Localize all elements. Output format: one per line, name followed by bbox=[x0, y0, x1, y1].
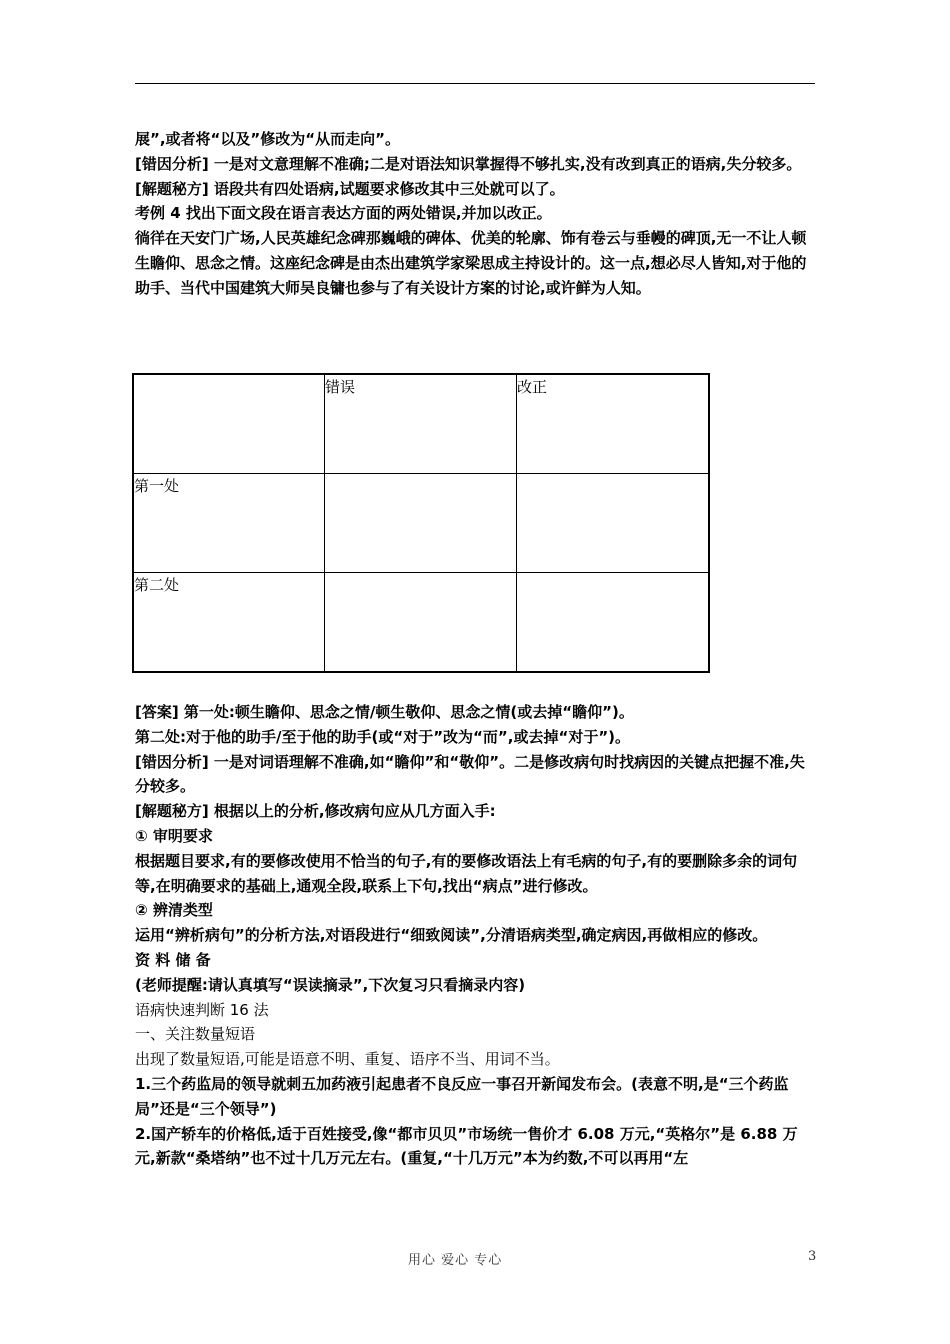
table-cell bbox=[517, 474, 710, 573]
lower-text-block bbox=[135, 700, 817, 1171]
answer-paragraph: [答案] 第一处:顿生瞻仰、思念之情/顿生敬仰、思念之情(或去掉“瞻仰”)。 bbox=[135, 703, 634, 721]
table-row-label: 第一处 bbox=[133, 474, 325, 573]
footer-motto: 用心 爱心 专心 bbox=[408, 1253, 503, 1268]
example-item: 2.国产轿车的价格低,适于百姓接受,像“都市贝贝”市场统一售价才 6.08 万元,“英格尔”是 6.88 万元,新款“桑塔纳”也不过十几万元左右。(重复,“十几万元”本为约数,不可以再用“左 bbox=[135, 1124, 798, 1168]
table-row bbox=[133, 474, 709, 573]
table-row bbox=[133, 573, 709, 673]
table-header-correction: 改正 bbox=[517, 374, 710, 474]
section-heading: 资 料 储 备 bbox=[135, 950, 211, 969]
header-rule bbox=[135, 83, 815, 84]
table-row bbox=[133, 374, 709, 474]
solution-tip-paragraph: [解题秘方] 根据以上的分析,修改病句应从几方面入手: bbox=[135, 802, 496, 821]
paragraph: 出现了数量短语,可能是语意不明、重复、语序不当、用词不当。 bbox=[135, 1050, 560, 1069]
subheading: 一、关注数量短语 bbox=[135, 1025, 256, 1044]
error-analysis-paragraph: [错因分析] 一是对文意理解不准确;二是对语法知识掌握得不够扎实,没有改到真正的语病,失分较多。 bbox=[135, 154, 802, 173]
table-cell bbox=[517, 573, 710, 673]
subheading: ② 辨清类型 bbox=[135, 901, 213, 920]
error-analysis-paragraph: [错因分析] 一是对词语理解不准确,如“瞻仰”和“敬仰”。二是修改病句时找病因的关键点把握不准,失分较多。 bbox=[135, 752, 805, 796]
example-heading: 考例 4 找出下面文段在语言表达方面的两处错误,并加以改正。 bbox=[135, 204, 552, 223]
example-item: 1.三个药监局的领导就刺五加药液引起患者不良反应一事召开新闻发布会。(表意不明,是“三个药监局”还是“三个领导”) bbox=[135, 1074, 789, 1118]
teacher-note: (老师提醒:请认真填写“误读摘录”,下次复习只看摘录内容) bbox=[135, 975, 526, 994]
table-cell bbox=[133, 374, 325, 474]
section-heading: 语病快速判断 16 法 bbox=[135, 1000, 269, 1019]
paragraph: 根据题目要求,有的要修改使用不恰当的句子,有的要修改语法上有毛病的句子,有的要删除多余的词句等,在明确要求的基础上,通观全段,联系上下句,找出“病点”进行修改。 bbox=[135, 851, 798, 895]
table-row-label: 第二处 bbox=[133, 573, 325, 673]
table-cell bbox=[325, 573, 517, 673]
subheading: ① 审明要求 bbox=[135, 826, 213, 845]
answer-paragraph: 第二处:对于他的助手/至于他的助手(或“对于”改为“而”,或去掉“对于”)。 bbox=[135, 727, 631, 746]
upper-text-block bbox=[135, 127, 817, 301]
answer-table bbox=[132, 373, 710, 673]
paragraph: 展”,或者将“以及”修改为“从而走向”。 bbox=[135, 130, 400, 148]
table-cell bbox=[325, 474, 517, 573]
page-number: 3 bbox=[808, 1249, 817, 1264]
table-header-error: 错误 bbox=[325, 374, 517, 474]
paragraph: 运用“辨析病句”的分析方法,对语段进行“细致阅读”,分清语病类型,确定病因,再做相应的修改。 bbox=[135, 926, 768, 945]
passage-paragraph: 徜徉在天安门广场,人民英雄纪念碑那巍峨的碑体、优美的轮廓、饰有卷云与垂幔的碑顶,无一不让人顿生瞻仰、思念之情。这座纪念碑是由杰出建筑学家梁思成主持设计的。这一点,想必尽人皆知,对于他的助手、当代中国建筑大师吴良镛也参与了有关设计方案的讨论,或许鲜为人知。 bbox=[135, 229, 807, 297]
solution-tip-paragraph: [解题秘方] 语段共有四处语病,试题要求修改其中三处就可以了。 bbox=[135, 179, 565, 198]
